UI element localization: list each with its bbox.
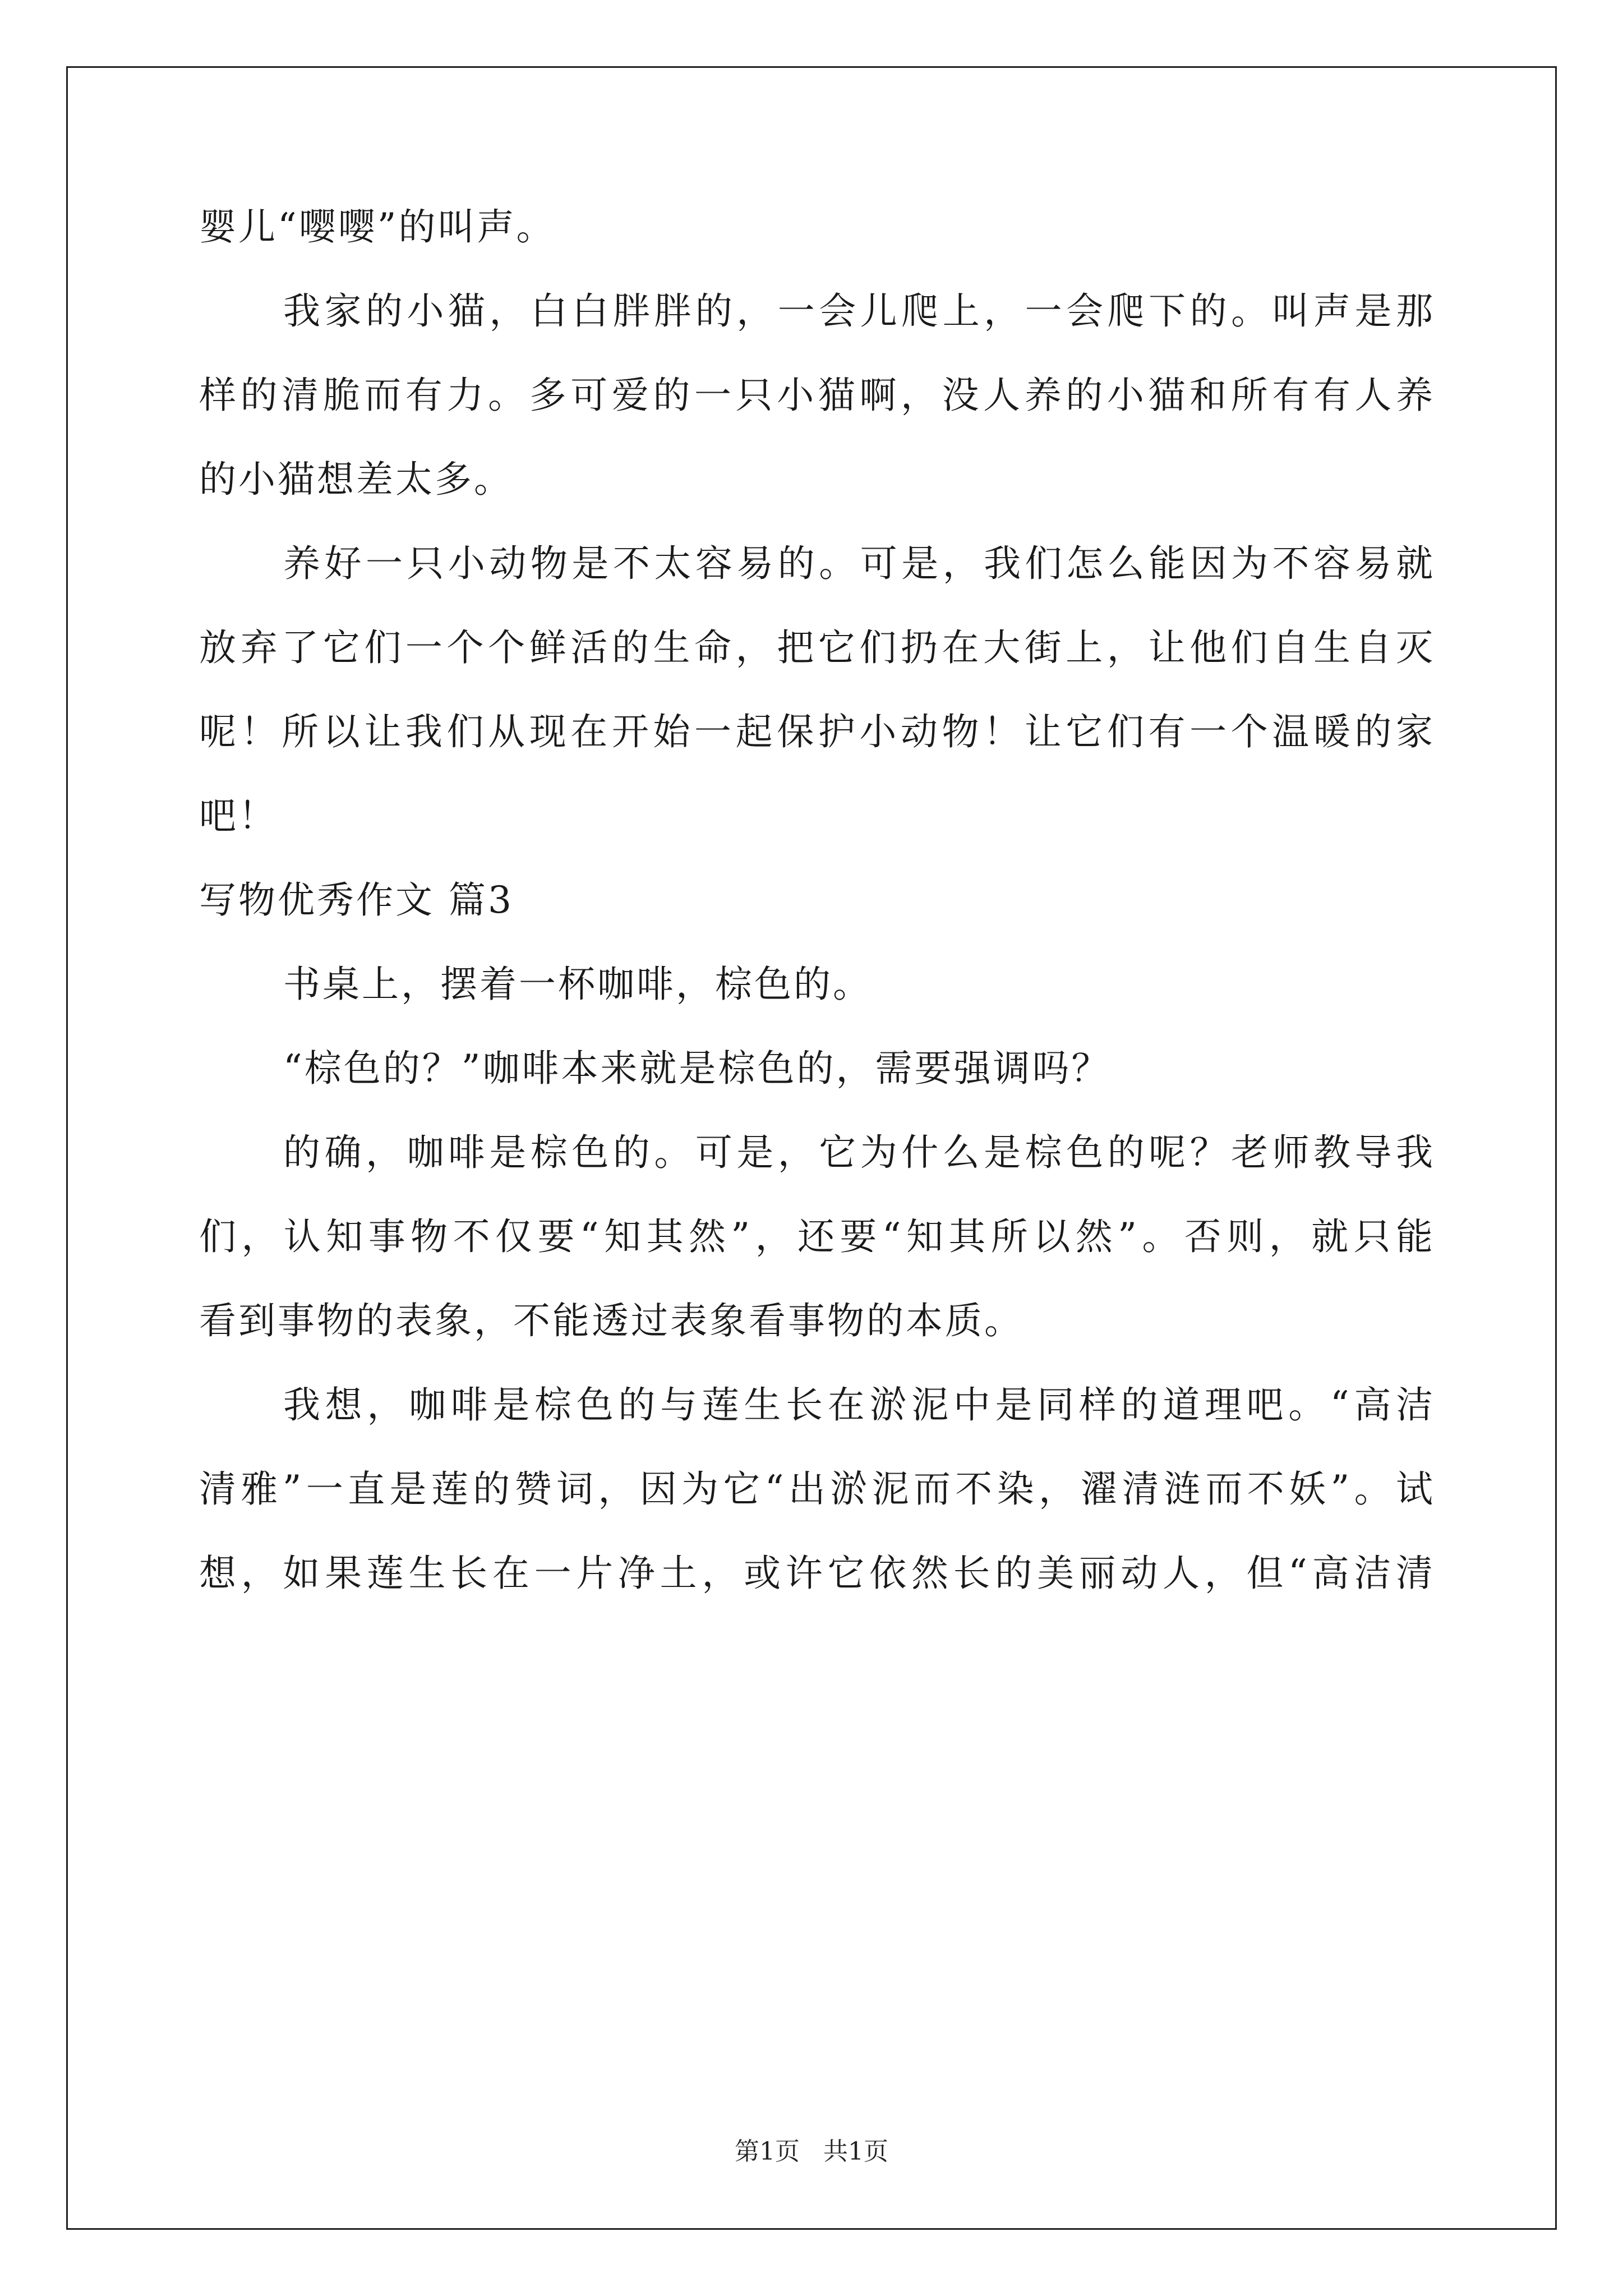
text-line: 想，如果莲生长在一片净土，或许它依然长的美丽动人，但“高洁清 [199, 1552, 1433, 1595]
paragraph-start-line: 我家的小猫，白白胖胖的，一会儿爬上，一会爬下的。叫声是那 [283, 289, 1433, 333]
paragraph-start-line: 养好一只小动物是不太容易的。可是，我们怎么能因为不容易就 [283, 542, 1433, 585]
text-line: 婴儿“嘤嘤”的叫声。 [199, 205, 556, 249]
paragraph-start-line: “棕色的？”咖啡本来就是棕色的，需要强调吗？ [283, 1047, 1111, 1090]
page-number: 第1页 [735, 2137, 800, 2166]
text-line: 们，认知事物不仅要“知其然”，还要“知其所以然”。否则，就只能 [199, 1215, 1433, 1258]
text-line: 看到事物的表象，不能透过表象看事物的本质。 [199, 1299, 1023, 1342]
text-line: 样的清脆而有力。多可爱的一只小猫啊，没人养的小猫和所有有人养 [199, 374, 1433, 417]
section-heading: 写物优秀作文 篇3 [199, 878, 514, 922]
paragraph-start-line: 我想，咖啡是棕色的与莲生长在淤泥中是同样的道理吧。“高洁 [283, 1383, 1433, 1427]
text-line: 吧！ [199, 794, 278, 838]
paragraph-start-line: 书桌上，摆着一杯咖啡，棕色的。 [283, 963, 872, 1006]
text-line: 清雅”一直是莲的赞词，因为它“出淤泥而不染，濯清涟而不妖”。试 [199, 1467, 1433, 1511]
page-total: 共1页 [823, 2137, 888, 2166]
page-footer [0, 2135, 1623, 2169]
text-line: 的小猫想差太多。 [199, 458, 513, 501]
text-line: 呢！所以让我们从现在开始一起保护小动物！让它们有一个温暖的家 [199, 710, 1433, 753]
paragraph-start-line: 的确，咖啡是棕色的。可是，它为什么是棕色的呢？老师教导我 [283, 1131, 1433, 1174]
text-line: 放弃了它们一个个鲜活的生命，把它们扔在大街上，让他们自生自灭 [199, 626, 1433, 669]
